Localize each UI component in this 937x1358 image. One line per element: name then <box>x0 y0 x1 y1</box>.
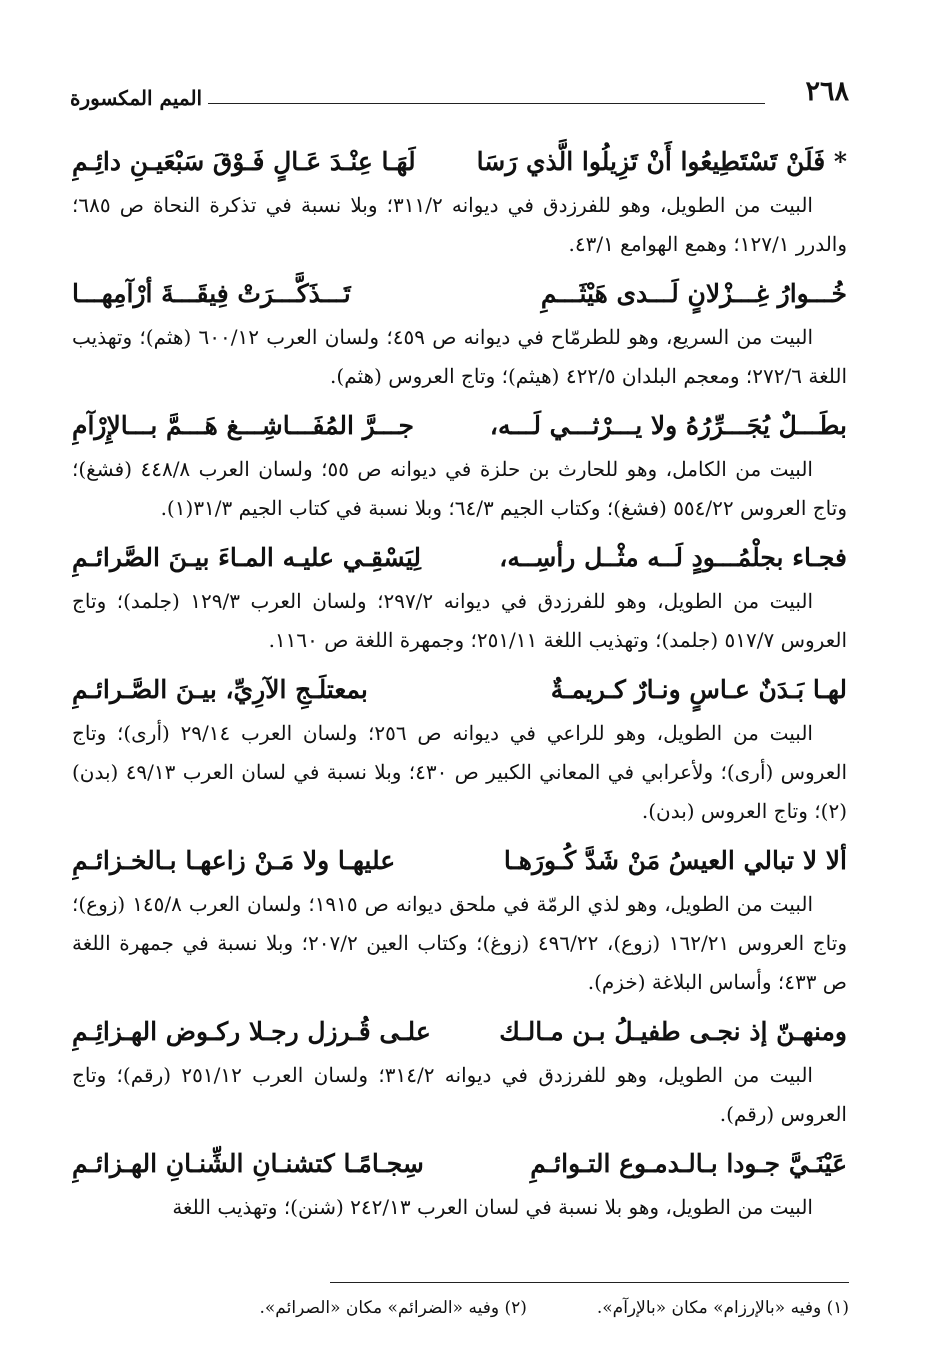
verse-entry <box>72 138 847 264</box>
verse-line <box>72 402 847 450</box>
first-hemistich: لهـا بَـدَنٌ عـاسٍ ونـارٌ كـريمـةٌ <box>550 675 847 704</box>
verse-line <box>72 270 847 318</box>
verse-line <box>72 837 847 885</box>
verse-commentary: البيت من الطويل، وهو للراعي في ديوانه ص ٢٥٦؛ ولسان العرب ٢٩/١٤ (أرى)؛ وتاج العروس (أرى)؛ ولأعرابي في المعاني الكبير ص ٤٣٠؛ وبلا نسبة في لسان العرب ٤٩/١٣ (بدن)(٢)؛ وتاج العروس (بدن). <box>72 721 848 823</box>
footnote-2: (٢) وفيه «الضرائم» مكان «الصرائم». <box>259 1298 527 1318</box>
verse-entry <box>72 402 847 528</box>
footnotes <box>72 1295 849 1321</box>
first-hemistich: ألا لا تبالي العيسُ مَنْ شَدَّ كُـورَهـا <box>503 846 847 875</box>
page-header <box>70 70 849 110</box>
verse-commentary: البيت من الطويل، وهو للفرزدق في ديوانه ٢٩٧/٢؛ ولسان العرب ١٢٩/٣ (جلمد)؛ وتاج العروس ٥١٧/٧ (جلمد)؛ وتهذيب اللغة ٢٥١/١١؛ وجمهرة اللغة ص ١١٦٠. <box>72 589 847 652</box>
footnote-1: (١) وفيه «بالإرزام» مكان «بالإرآم». <box>596 1298 849 1318</box>
verse-entry <box>72 534 847 660</box>
second-hemistich: بمعتلَـجِ الآرِيِّ، بيـنَ الصَّـرائـمِ <box>72 675 368 704</box>
first-hemistich: عَيْنَـيَّ جـودا بـالـدمـوع التـوائـمِ <box>530 1149 847 1178</box>
first-hemistich: فجـاء بجلْمُـــودٍ لَــه مثْــل رأسِــه، <box>499 543 847 572</box>
first-hemistich: خُـــوارُ غِـــزْلانٍ لَـــدى هَيْثَـــمِ <box>540 279 847 308</box>
verse-entry <box>72 270 847 396</box>
second-hemistich: عليهـا ولا مَـنْ زاعهـا بـالخـزائـمِ <box>72 846 396 875</box>
verse-entry <box>72 666 847 831</box>
first-hemistich: * فَلَنْ تَسْتَطِيعُوا أَنْ تَزِيلُوا الَّذي رَسَا <box>476 147 847 176</box>
second-hemistich: تَـــذَكَّـــرَتْ فِيقَـــةَ أرْآمِهـــا <box>72 279 351 308</box>
verse-commentary: البيت من الطويل، وهو لذي الرمّة في ملحق ديوانه ص ١٩١٥؛ ولسان العرب ١٤٥/٨ (زوع)؛ وتاج العروس ١٦٢/٢١ (زوع)، ٤٩٦/٢٢ (زوغ)؛ وكتاب العين ٢٠٧/٢؛ وبلا نسبة في جمهرة اللغة ص ٤٣٣؛ وأساس البلاغة (خزم). <box>72 892 847 994</box>
verse-commentary: البيت من الكامل، وهو للحارث بن حلزة في ديوانه ص ٥٥؛ ولسان العرب ٤٤٨/٨ (فشغ)؛ وتاج العروس ٥٥٤/٢٢ (فشغ)؛ وكتاب الجيم ٦٤/٣؛ وبلا نسبة في كتاب الجيم ٣١/٣(١). <box>72 457 847 520</box>
second-hemistich: جـــرَّ المُفَـــاشِـــغ هَـــمَّ بـــالإِرْآمِ <box>72 411 414 440</box>
verse-commentary: البيت من السريع، وهو للطرمّاح في ديوانه ص ٤٥٩؛ ولسان العرب ٦٠٠/١٢ (هثم)؛ وتهذيب اللغة ٢٧٢/٦؛ ومعجم البلدان ٤٢٢/٥ (هيثم)؛ وتاج العروس (هثم). <box>72 325 847 388</box>
running-title: الميم المكسورة <box>70 86 203 110</box>
verse-line <box>72 1008 847 1056</box>
second-hemistich: لَهَـا عِنْـدَ عَـالٍ فَـوْقَ سَبْعَيـنِ دائِـمِ <box>72 147 416 176</box>
verse-entry <box>72 1140 847 1227</box>
footnote-rule <box>330 1282 849 1283</box>
verse-entry <box>72 837 847 1002</box>
verse-commentary: البيت من الطويل، وهو للفرزدق في ديوانه ٣١١/٢؛ وبلا نسبة في تذكرة النحاة ص ٦٨٥؛ والدرر ١٢٧/١؛ وهمع الهوامع ٤٣/١. <box>72 193 847 256</box>
verse-line <box>72 138 847 186</box>
second-hemistich: لِيَسْقِـي عليـه المـاءَ بيـنَ الصَّرائـمِ <box>72 543 422 572</box>
header-rule <box>208 103 765 104</box>
first-hemistich: بطَـــلٌ يُجَـــرِّرُهُ ولا يـــرْثـــي لَـــه، <box>489 411 847 440</box>
second-hemistich: علـى قُـرزل رجـلا ركـوض الهـزائِـمِ <box>72 1017 431 1046</box>
verse-line <box>72 1140 847 1188</box>
verse-line <box>72 534 847 582</box>
second-hemistich: سِجـامًـا كتشنـانِ الشِّنـانِ الهـزائـمِ <box>72 1149 424 1178</box>
verse-entry <box>72 1008 847 1134</box>
verse-commentary: البيت من الطويل، وهو بلا نسبة في لسان العرب ٢٤٢/١٣ (شنن)؛ وتهذيب اللغة <box>172 1195 813 1219</box>
verse-commentary: البيت من الطويل، وهو للفرزدق في ديوانه ٣١٤/٢؛ ولسان العرب ٢٥١/١٢ (رقم)؛ وتاج العروس (رقم). <box>72 1063 847 1126</box>
page-body <box>72 138 847 1233</box>
verse-line <box>72 666 847 714</box>
first-hemistich: ومنهـنّ إذ نجـى طفيـلُ بـن مـالـك <box>499 1017 847 1046</box>
page-number: ٢٦٨ <box>805 76 849 107</box>
